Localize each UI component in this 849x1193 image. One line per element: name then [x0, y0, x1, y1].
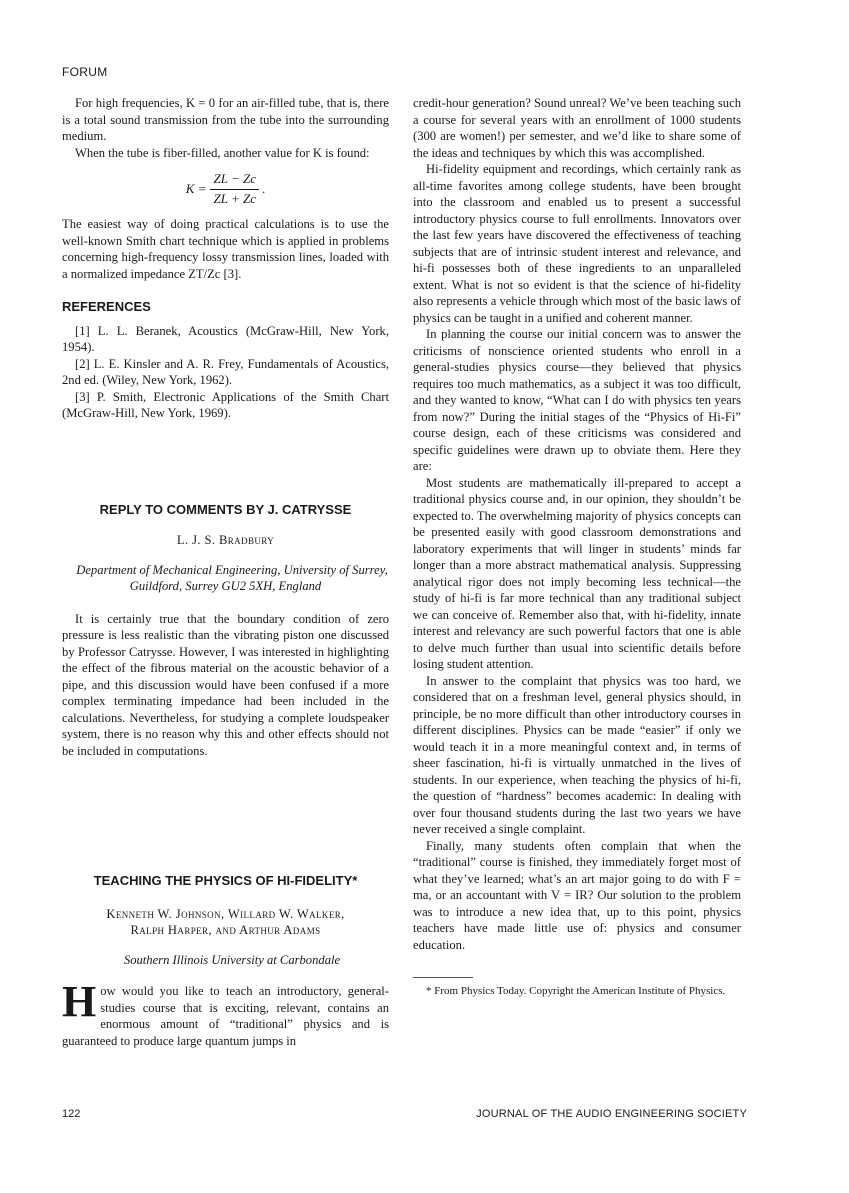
footnote-rule — [413, 977, 473, 978]
paragraph-high-frequencies: For high frequencies, K = 0 for an air-filled tube, that is, there is a total sound transmission from the tube into the surrounding medium. — [62, 96, 389, 143]
reference-1: [1] L. L. Beranek, Acoustics (McGraw-Hill, New York, 1954). — [62, 323, 389, 354]
paragraph-too-hard: In answer to the complaint that physics was too hard, we considered that on a freshman level, general physics should, in principle, be no more difficult than other introductory courses in different disciplines. Physics can be made “easier” if only we would teach it in a more meaningful context and, in terms of sheer fascination, hi-fi is virtually unmatched in the lives of students. In our experience, when teaching the physics of hi-fi, the question of “hardness” becomes academic: In dealing with over four thousand students during the last two years we have never received a single complaint. — [413, 673, 741, 836]
equation-numerator: ZL − Zc — [210, 171, 259, 190]
paragraph-finally: Finally, many students often complain that when the “traditional” course is finished, they immediately forget most of what they’ve learned; what’s an art major going to do with F = ma, or an accountant with V = IR? Our solution to the problem was to introduce a new idea that, up to this point, physics teachers have made little use of: physics and consumer education. — [413, 838, 741, 952]
left-column — [62, 95, 389, 1049]
reply-body: It is certainly true that the boundary condition of zero pressure is less realistic than the vibrating piston one discussed by Professor Catrysse. However, I was interested in highlighting the effect of the fibrous material on the acoustic behavior of a pipe, and this discussion would have been confused if a more complex terminating impedance had been included in the calculations. Nevertheless, for studying a complete loudspeaker system, there is no reason why this and other effects should not be included in computations. — [62, 611, 389, 758]
teaching-intro-text: ow would you like to teach an introductory, general-studies course that is exciting, relevant, contains an enormous amount of “traditional” physics and is guaranteed to produce large quantum jumps in — [62, 984, 389, 1048]
equation-period: . — [261, 180, 266, 196]
journal-name: JOURNAL OF THE AUDIO ENGINEERING SOCIETY — [476, 1108, 747, 1120]
right-column — [413, 95, 741, 998]
teaching-article-title: TEACHING THE PHYSICS OF HI-FIDELITY* — [93, 873, 358, 888]
reply-affiliation: Department of Mechanical Engineering, University of Surrey, Guildford, Surrey GU2 5XH, England — [76, 562, 388, 593]
references-list — [62, 323, 389, 422]
reference-2: [2] L. E. Kinsler and A. R. Frey, Fundamentals of Acoustics, 2nd ed. (Wiley, New York, 1962). — [62, 356, 389, 387]
paragraph-hi-fi-equipment: Hi-fidelity equipment and recordings, which certainly rank as all-time favorites among college students, have been brought into the classroom and enabled us to present a successful introductory physics course to full enrollments. Innovators over the last few years have discovered the effectiveness of teaching subjects that are of intrinsic student interest and relevance, and hi-fi possesses both of these ingredients to an unparalleled extent. What is not so evident is that the science of hi-fidelity also represents a vehicle through which most of the basic laws of physics can be taught in a unified and coherent manner. — [413, 162, 741, 325]
equation-fraction — [210, 171, 259, 207]
reply-title: REPLY TO COMMENTS BY J. CATRYSSE — [99, 501, 352, 517]
equation-denominator: ZL + Zc — [213, 190, 256, 206]
running-head: FORUM — [62, 65, 108, 79]
paragraph-credit-hour: credit-hour generation? Sound unreal? We’ve been teaching such a course for several years with an enrollment of 1000 students (300 are women!) per semester, and we’d like to share some of the ideas and techniques by which this was accomplished. — [413, 96, 741, 160]
teaching-authors-line-1: Kenneth W. Johnson, Willard W. Walker, — [106, 906, 345, 921]
reply-author: L. J. S. Bradbury — [176, 533, 275, 547]
teaching-authors-line-2: Ralph Harper, and Arthur Adams — [130, 923, 321, 937]
paragraph-planning-course: In planning the course our initial concern was to answer the criticisms of nonscience oriented students who enroll in a general-studies physics course—they believed that physics requires too much mathematics, as a subject it was too difficult, and they wanted to know, “What can I do with physics ten years from now?” During the initial stages of the “Physics of Hi-Fi” course design, each of these criticisms was considered and specific guidelines were drawn up to obviate them. Here they are: — [413, 327, 741, 473]
paragraph-smith-chart: The easiest way of doing practical calculations is to use the well-known Smith chart technique which is applied in problems concerning high-frequency lossy transmission lines, loaded with a normalized impedance ZT/Zc [3]. — [62, 217, 389, 281]
page-number: 122 — [62, 1108, 81, 1120]
teaching-intro-paragraph — [62, 977, 389, 1049]
equation-lhs: K = — [185, 180, 207, 196]
equation-reflection-coefficient — [62, 171, 389, 207]
drop-cap: H — [62, 977, 97, 1026]
paragraph-mathematics: Most students are mathematically ill-prepared to accept a traditional physics course and, in our opinion, they shouldn’t be expected to. The overwhelming majority of physics concepts can be presented easily with good classroom demonstrations and laboratory experiments that will linger in students’ minds far longer than a more abstract mathematical analysis. Suppressing analytical rigor does not imply becoming less technical—the study of hi-fi is far more technical than any traditional subject we can conceive of. Remember also that, with hi-fidelity, innate interest and relevancy are such powerful factors that one is able to delve much further than usual into scientific details before losing student attention. — [413, 475, 741, 671]
references-heading: REFERENCES — [62, 299, 151, 314]
footnote: * From Physics Today. Copyright the American Institute of Physics. — [426, 985, 726, 997]
paragraph-fiber-filled: When the tube is fiber-filled, another value for K is found: — [75, 145, 370, 160]
teaching-affiliation: Southern Illinois University at Carbondale — [123, 952, 341, 967]
reference-3: [3] P. Smith, Electronic Applications of the Smith Chart (McGraw-Hill, New York, 1969). — [62, 389, 389, 420]
